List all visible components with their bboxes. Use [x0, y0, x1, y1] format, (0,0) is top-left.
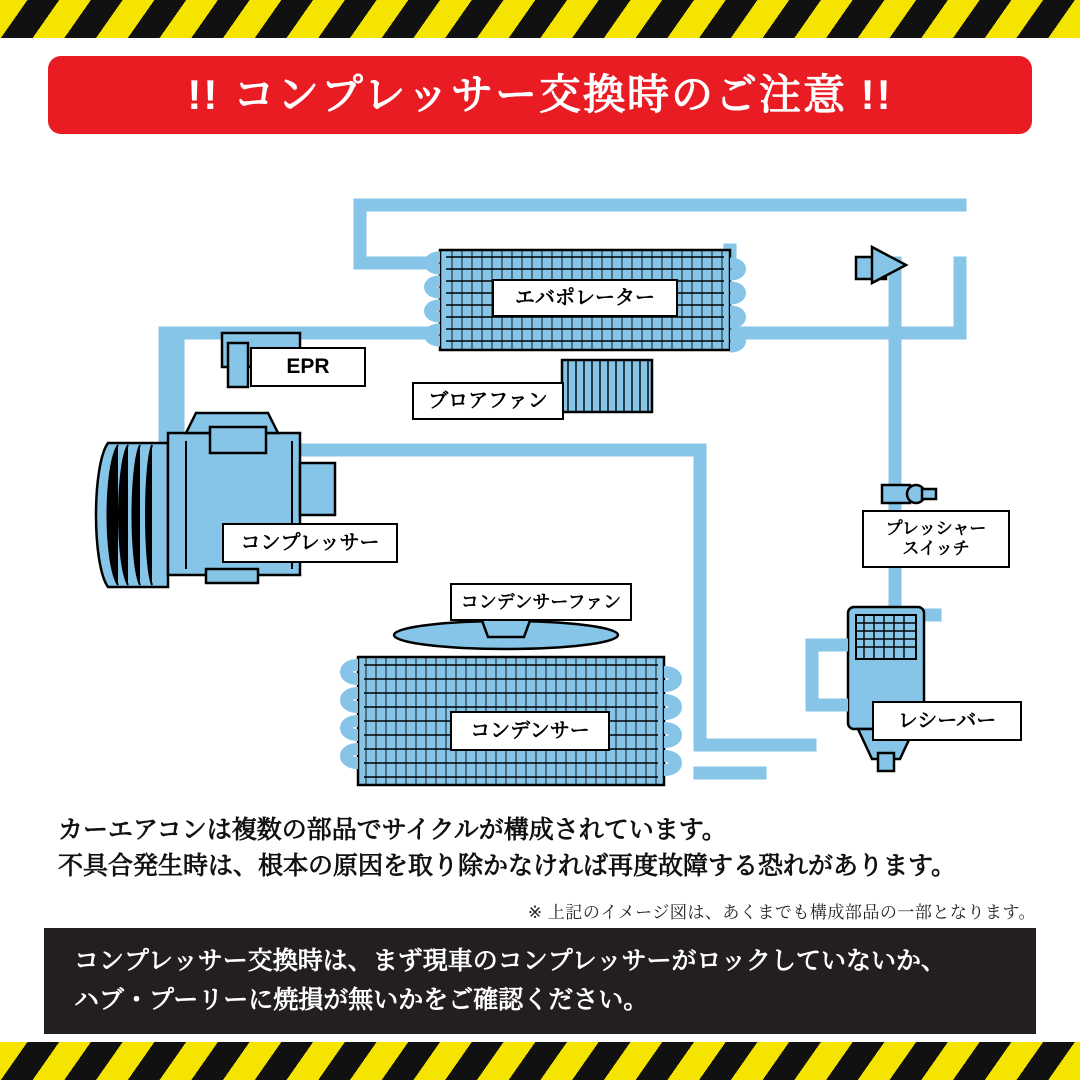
- label-condenser: コンデンサー: [450, 711, 610, 751]
- ac-cycle-diagram: [0, 145, 1080, 805]
- page-title: !! コンプレッサー交換時のご注意 !!: [187, 71, 893, 118]
- label-blower-fan: ブロアファン: [412, 382, 564, 420]
- description-line-1: カーエアコンは複数の部品でサイクルが構成されています。: [58, 816, 727, 844]
- label-receiver: レシーバー: [872, 701, 1022, 741]
- title-banner: [48, 56, 1032, 134]
- callout-line-2: ハブ・プーリーに焼損が無いかをご確認ください。: [74, 986, 649, 1014]
- warning-callout: [44, 928, 1036, 1034]
- label-epr: EPR: [250, 347, 366, 387]
- receiver-part: [812, 607, 924, 771]
- footnote: ※ 上記のイメージ図は、あくまでも構成部品の一部となります。: [527, 903, 1036, 922]
- label-compressor: コンプレッサー: [222, 523, 398, 563]
- pressure-switch-part: [882, 485, 936, 503]
- blower-fan-part: [562, 360, 652, 412]
- label-evaporator: エバポレーター: [492, 279, 678, 317]
- hazard-stripe-bottom: [0, 1042, 1080, 1080]
- hazard-stripe-top: [0, 0, 1080, 38]
- description-line-2: 不具合発生時は、根本の原因を取り除かなければ再度故障する恐れがあります。: [58, 852, 957, 881]
- label-condenser-fan: コンデンサーファン: [450, 583, 632, 621]
- label-pressure-switch: プレッシャー スイッチ: [862, 510, 1010, 568]
- description-text: [58, 812, 1038, 885]
- callout-line-1: コンプレッサー交換時は、まず現車のコンプレッサーがロックしていないか、: [74, 947, 947, 976]
